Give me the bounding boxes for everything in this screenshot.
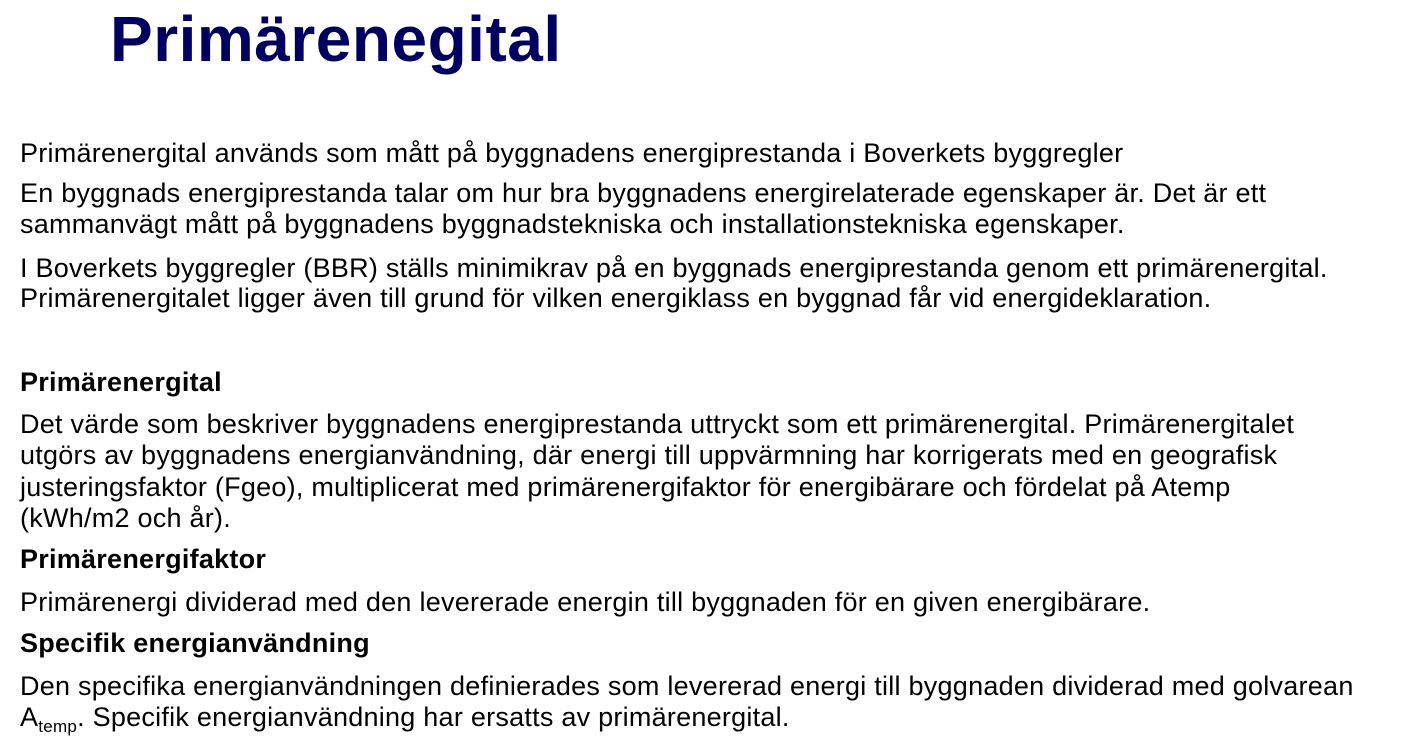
definition-text-line: Den specifika energianvändningen definierades som levererad energi till byggnaden dividerad med golvarean (20, 671, 1354, 701)
intro-paragraph-2-line-1: En byggnads energiprestanda talar om hur bra byggnadens energirelaterade egenskaper är. Det är ett (20, 178, 1267, 208)
definition-text-last-line (20, 701, 790, 736)
definition-text-line: Primärenergi dividerad med den levererade energin till byggnaden för en given energibärare. (20, 587, 1151, 617)
definition-term-specifik-energianvandning: Specifik energianvändning (20, 628, 370, 658)
definition-text-line: Det värde som beskriver byggnadens energiprestanda uttryckt som ett primärenergital. Primärenergitalet (20, 409, 1295, 439)
atemp-subscript: temp (38, 717, 78, 736)
page-title: Primärenegital (110, 3, 562, 75)
definition-text-rest: . Specifik energianvändning har ersatts av primärenergital. (77, 702, 790, 732)
intro-paragraph-3-line-2: Primärenergitalet ligger även till grund för vilken energiklass en byggnad får vid energideklaration. (20, 283, 1212, 313)
intro-paragraph-1: Primärenergital används som mått på byggnadens energiprestanda i Boverkets byggregler (20, 138, 1124, 168)
atemp-symbol: A (20, 702, 39, 732)
intro-paragraph-2-line-2: sammanvägt mått på byggnadens byggnadstekniska och installationstekniska egenskaper. (20, 209, 1125, 239)
definition-term-primarenergital: Primärenergital (20, 367, 222, 397)
definition-text-line: (kWh/m2 och år). (20, 503, 232, 533)
definition-text-line: utgörs av byggnadens energianvändning, där energi till uppvärmning har korrigerats med en geografisk (20, 440, 1278, 470)
definition-text-line: justeringsfaktor (Fgeo), multiplicerat med primärenergifaktor för energibärare och fördelat på Atemp (20, 472, 1231, 502)
intro-paragraph-3-line-1: I Boverkets byggregler (BBR) ställs minimikrav på en byggnads energiprestanda genom ett primärenergital. (20, 253, 1328, 283)
definition-term-primarenergifaktor: Primärenergifaktor (20, 544, 267, 574)
